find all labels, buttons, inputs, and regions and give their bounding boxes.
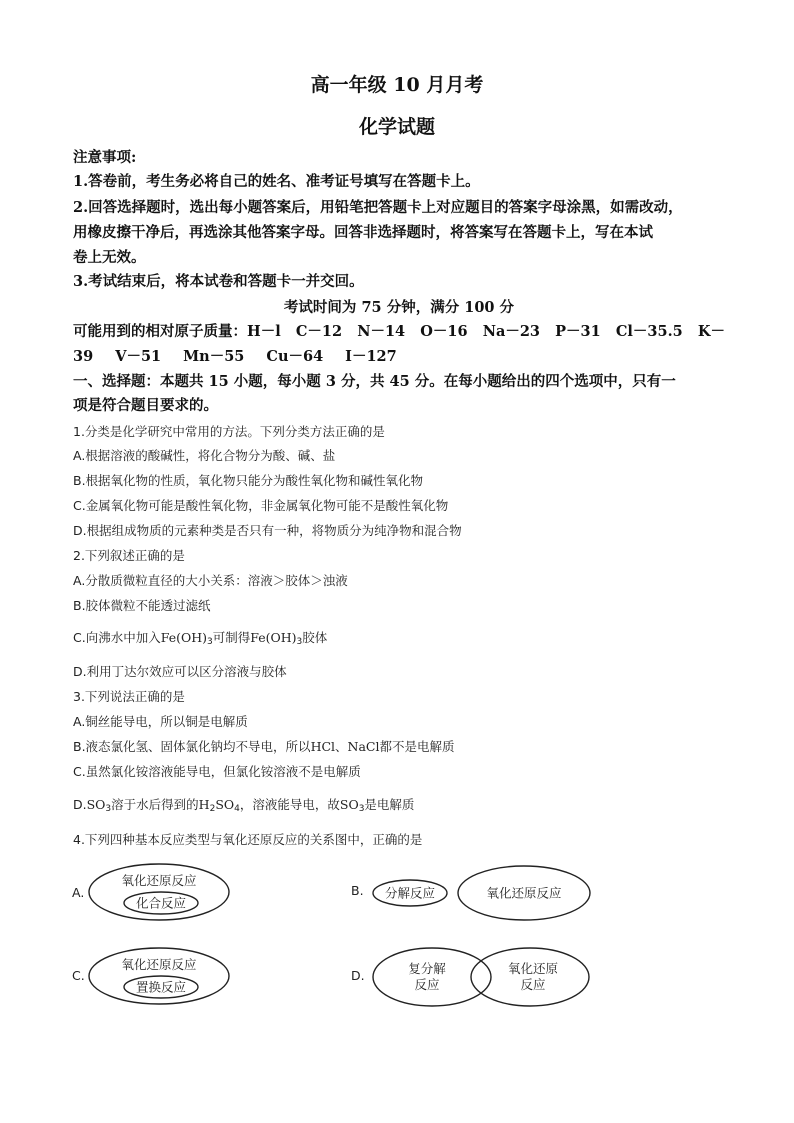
atomic-mass: Cu－64 [266,348,324,365]
notice-item-2-line-2: 用橡皮擦干净后，再选涂其他答案字母。回答非选择题时，将答案写在答题卡上，写在本试 [73,224,653,241]
notice-item-1: 1.答卷前，考生务必将自己的姓名、准考证号填写在答题卡上。 [73,173,480,190]
atomic-mass: O－16 [420,323,468,340]
exam-info: 考试时间为 75 分钟，满分 100 分 [283,299,515,316]
q3-option-c: C.虽然氯化铵溶液能导电，但氯化铵溶液不是电解质 [73,764,361,779]
q4-option-d-label: D. [351,968,365,983]
left-label-line-2: 反应 [414,977,440,992]
q1-option-b: B.根据氧化物的性质，氧化物只能分为酸性氧化物和碱性氧化物 [73,473,424,488]
q4-option-a-label: A. [72,885,85,900]
q1-option-d: D.根据组成物质的元素种类是否只有一种，将物质分为纯净物和混合物 [73,523,462,538]
notice-heading: 注意事项: [73,149,137,166]
section-1-line-2: 项是符合题目要求的。 [73,397,218,414]
left-label-line-1: 复分解 [408,961,446,976]
atomic-mass: P－31 [555,323,601,340]
q4-option-a-diagram [88,860,238,926]
q1-option-c: C.金属氧化物可能是酸性氧化物，非金属氧化物可能不是酸性氧化物 [73,498,449,513]
q3-option-d: $D.SO_3$溶于水后得到的$H_2SO_4$，溶液能导电，故$SO_3$是电解质 [73,797,415,814]
q3-stem: 3.下列说法正确的是 [73,689,185,704]
atomic-mass: I－127 [345,348,397,365]
q3-option-b: B.液态氯化氢、固体氯化钠均不导电，所以HCl、NaCl都不是电解质 [73,739,455,754]
atomic-mass: C－12 [295,323,343,340]
atomic-mass: Na－23 [482,323,541,340]
right-label-line-2: 反应 [520,977,546,992]
notice-item-2-line-3: 卷上无效。 [73,249,146,266]
atomic-mass: Mn－55 [183,348,245,365]
atomic-mass: N－14 [357,323,406,340]
left-label: 分解反应 [384,885,436,901]
q4-stem: 4.下列四种基本反应类型与氧化还原反应的关系图中，正确的是 [73,832,423,847]
atomic-masses-line-2 [73,345,725,369]
q4-option-b-diagram [370,860,595,930]
atomic-mass: 39 [73,348,94,365]
outer-label: 氧化还原反应 [121,873,197,888]
q4-option-c-diagram [88,944,238,1010]
q1-option-a: A.根据溶液的酸碱性，将化合物分为酸、碱、盐 [73,448,336,463]
outer-label: 氧化还原反应 [121,957,197,972]
q2-option-c: C.向沸水中加入$Fe(OH)_3$可制得$Fe(OH)_3$胶体 [73,630,328,647]
q2-option-a: A.分散质微粒直径的大小关系：溶液＞胶体＞浊液 [73,573,348,588]
notice-item-2-line-1: 2.回答选择题时，选出每小题答案后，用铅笔把答题卡上对应题目的答案字母涂黑，如需改动， [73,199,683,216]
atomic-mass: Cl－35.5 [615,323,683,340]
q2-stem: 2.下列叙述正确的是 [73,548,185,563]
q4-option-d-diagram [370,942,595,1012]
q3-option-a: A.铜丝能导电，所以铜是电解质 [73,714,248,729]
q4-option-c-label: C. [72,968,85,983]
q2-option-b: B.胶体微粒不能透过滤纸 [73,598,211,613]
q2-option-d: D.利用丁达尔效应可以区分溶液与胶体 [73,664,287,679]
section-1-line-1: 一、选择题：本题共 15 小题，每小题 3 分，共 45 分。在每小题给出的四个选项中，只有一 [73,373,676,390]
inner-label: 置换反应 [135,979,187,995]
q1-stem: 1.分类是化学研究中常用的方法。下列分类方法正确的是 [73,424,385,439]
exam-title: 高一年级 10 月月考 [310,74,484,96]
atomic-masses-prefix: 可能用到的相对原子质量：H－l [73,323,281,340]
inner-label: 化合反应 [135,895,187,911]
q4-option-b-label: B. [351,883,364,898]
atomic-masses-line-1 [73,320,725,344]
notice-item-3: 3.考试结束后，将本试卷和答题卡一并交回。 [73,273,364,290]
right-label: 氧化还原反应 [486,885,562,901]
subject-title: 化学试题 [358,116,435,138]
atomic-mass: V－51 [115,348,162,365]
right-label-line-1: 氧化还原 [507,961,559,976]
atomic-mass: K－ [697,323,725,340]
